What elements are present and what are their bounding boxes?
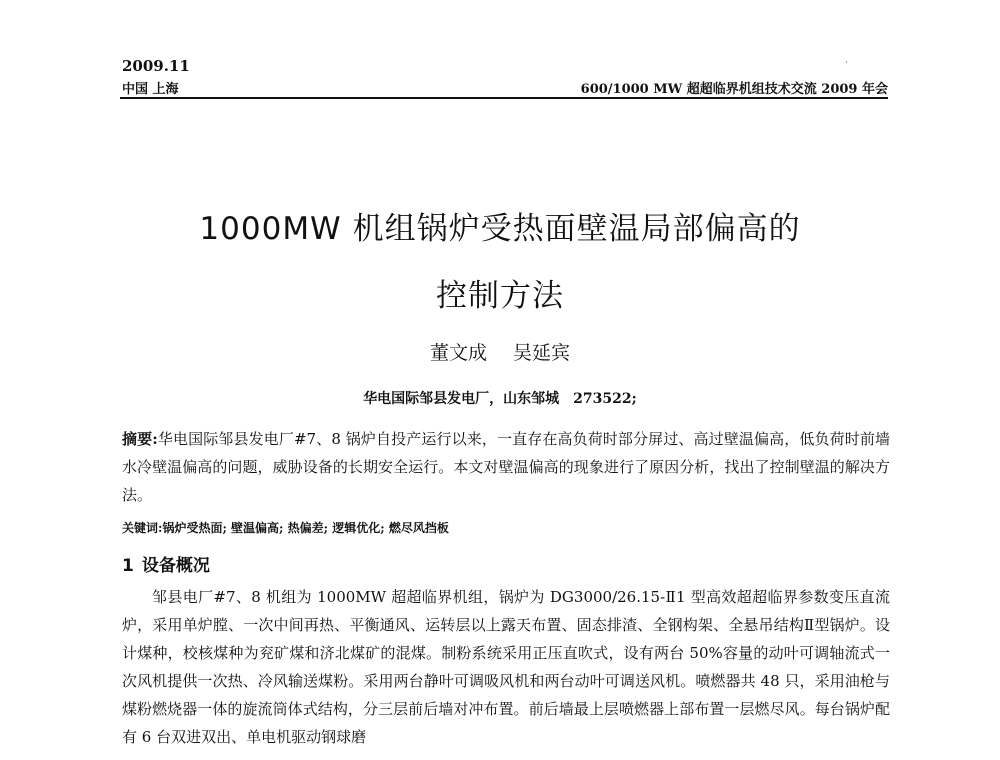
header-location: 中国 上海 (122, 82, 179, 97)
section-title: 设备概况 (141, 556, 210, 576)
author-1: 董文成 (429, 342, 487, 364)
body-paragraph: 邹县电厂#7、8 机组为 1000MW 超超临界机组，锅炉为 DG3000/26.15-Ⅱ1 型高效超超临界参数变压直流炉，采用单炉膛、一次中间再热、平衡通风、运转层以上露天布置、固态排渣、全钢构架、全悬吊结构Ⅱ型锅炉。设计煤种，校核煤种为兖矿煤和济北煤矿的混煤。制粉系统采用正压直吹式，设有两台 50%容量的动叶可调轴流式一次风机提供一次热、冷风输送煤粉。采用两台静叶可调吸风机和两台动叶可调送风机。喷燃器共 48 只，采用油枪与煤粉燃烧器一体的旋流筒体式结构，分三层前后墙对冲布置。前后墙最上层喷燃器上部布置一层燃尽风。每台锅炉配有 6 台双进双出、单电机驱动钢球磨 (122, 588, 890, 746)
keywords-text: 锅炉受热面; 壁温偏高; 热偏差; 逻辑优化; 燃尽风挡板 (162, 521, 449, 535)
paper-title-line-2: 控制方法 (436, 278, 564, 314)
stray-mark: · (845, 58, 848, 68)
header-rule (120, 97, 888, 99)
header-date: 2009.11 (122, 57, 190, 75)
paper-title-line-1: 1000MW 机组锅炉受热面壁温局部偏高的 (199, 211, 801, 247)
author-2: 吴延宾 (513, 342, 571, 364)
affiliation: 华电国际邹县发电厂，山东邹城 273522; (363, 391, 637, 407)
abstract-text: 华电国际邹县发电厂#7、8 锅炉自投产运行以来，一直存在高负荷时部分屏过、高过壁温偏高，低负荷时前墙水冷壁温偏高的问题，威胁设备的长期安全运行。本文对壁温偏高的现象进行了原因分析，找出了控制壁温的解决方法。 (122, 430, 890, 504)
keywords (122, 519, 890, 536)
abstract (122, 425, 890, 509)
section-heading (122, 551, 210, 576)
section-number: 1 (122, 556, 134, 576)
keywords-label: 关键词: (122, 521, 163, 535)
authors (0, 338, 1000, 365)
abstract-label: 摘要: (122, 430, 158, 448)
header-conference: 600/1000 MW 超超临界机组技术交流 2009 年会 (580, 82, 888, 97)
